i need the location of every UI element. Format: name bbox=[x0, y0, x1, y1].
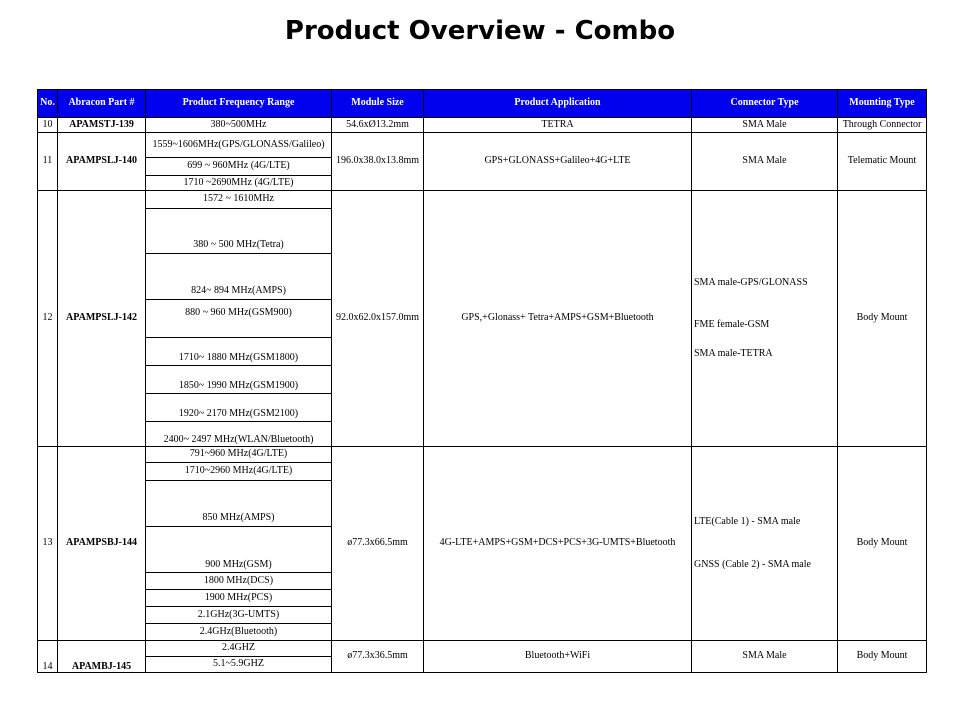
header-part: Abracon Part # bbox=[58, 90, 146, 118]
cell-mounting: Body Mount bbox=[838, 447, 927, 641]
cell-frequency: 2.4GHZ bbox=[146, 641, 332, 657]
cell-frequency: 5.1~5.9GHZ bbox=[146, 657, 332, 673]
connector-line: GNSS (Cable 2) - SMA male bbox=[694, 558, 811, 570]
cell-connector: SMA Male bbox=[692, 133, 838, 191]
cell-frequency: 1710 ~2690MHz (4G/LTE) bbox=[146, 176, 332, 191]
cell-frequency: 1800 MHz(DCS) bbox=[146, 573, 332, 590]
header-mounting: Mounting Type bbox=[838, 90, 927, 118]
connector-line: FME female-GSM bbox=[694, 319, 770, 331]
table-row bbox=[38, 641, 927, 657]
cell-frequency: 1710~ 1880 MHz(GSM1800) bbox=[146, 338, 332, 366]
cell-no: 11 bbox=[38, 133, 58, 191]
table-row bbox=[38, 118, 927, 133]
cell-frequency: 2.4GHz(Bluetooth) bbox=[146, 624, 332, 641]
cell-no: 13 bbox=[38, 447, 58, 641]
cell-module-size: ø77.3x36.5mm bbox=[332, 641, 424, 673]
cell-frequency: 1900 MHz(PCS) bbox=[146, 590, 332, 607]
table-header-row bbox=[38, 90, 927, 118]
cell-frequency: 850 MHz(AMPS) bbox=[146, 481, 332, 527]
cell-part: APAMBJ-145 bbox=[58, 641, 146, 673]
cell-part: APAMPSBJ-144 bbox=[58, 447, 146, 641]
cell-module-size: ø77.3x66.5mm bbox=[332, 447, 424, 641]
cell-connector: SMA Male bbox=[692, 118, 838, 133]
cell-application: GPS+GLONASS+Galileo+4G+LTE bbox=[424, 133, 692, 191]
cell-no: 10 bbox=[38, 118, 58, 133]
header-application: Product Application bbox=[424, 90, 692, 118]
cell-frequency: 2.1GHz(3G-UMTS) bbox=[146, 607, 332, 624]
cell-frequency: 791~960 MHz(4G/LTE) bbox=[146, 447, 332, 463]
cell-application: TETRA bbox=[424, 118, 692, 133]
cell-module-size: 54.6xØ13.2mm bbox=[332, 118, 424, 133]
table-row bbox=[38, 191, 927, 209]
cell-frequency: 1559~1606MHz(GPS/GLONASS/Galileo) bbox=[146, 133, 332, 158]
cell-application: GPS,+Glonass+ Tetra+AMPS+GSM+Bluetooth bbox=[424, 191, 692, 447]
cell-frequency: 824~ 894 MHz(AMPS) bbox=[146, 254, 332, 300]
cell-part: APAMPSLJ-142 bbox=[58, 191, 146, 447]
header-connector: Connector Type bbox=[692, 90, 838, 118]
cell-frequency: 1572 ~ 1610MHz bbox=[146, 191, 332, 209]
cell-connector: SMA Male bbox=[692, 641, 838, 673]
cell-frequency: 880 ~ 960 MHz(GSM900) bbox=[146, 300, 332, 338]
cell-frequency: 1920~ 2170 MHz(GSM2100) bbox=[146, 394, 332, 422]
cell-frequency: 699 ~ 960MHz (4G/LTE) bbox=[146, 158, 332, 176]
cell-frequency: 1710~2960 MHz(4G/LTE) bbox=[146, 463, 332, 481]
page-title: Product Overview - Combo bbox=[284, 16, 676, 46]
cell-frequency: 900 MHz(GSM) bbox=[146, 527, 332, 573]
cell-module-size: 92.0x62.0x157.0mm bbox=[332, 191, 424, 447]
cell-no: 14 bbox=[38, 641, 58, 673]
cell-mounting: Telematic Mount bbox=[838, 133, 927, 191]
cell-module-size: 196.0x38.0x13.8mm bbox=[332, 133, 424, 191]
cell-part: APAMPSLJ-140 bbox=[58, 133, 146, 191]
cell-application: 4G-LTE+AMPS+GSM+DCS+PCS+3G-UMTS+Bluetooth bbox=[424, 447, 692, 641]
connector-line: LTE(Cable 1) - SMA male bbox=[694, 516, 801, 527]
cell-frequency: 380~500MHz bbox=[146, 118, 332, 133]
cell-application: Bluetooth+WiFi bbox=[424, 641, 692, 673]
header-no: No. bbox=[38, 90, 58, 118]
cell-connector bbox=[692, 191, 838, 447]
cell-mounting: Body Mount bbox=[838, 641, 927, 673]
cell-no: 12 bbox=[38, 191, 58, 447]
table-row bbox=[38, 133, 927, 158]
product-table bbox=[37, 89, 927, 673]
cell-part: APAMSTJ-139 bbox=[58, 118, 146, 133]
connector-line: SMA male-GPS/GLONASS bbox=[694, 276, 808, 288]
cell-frequency: 2400~ 2497 MHz(WLAN/Bluetooth) bbox=[146, 422, 332, 447]
cell-frequency: 380 ~ 500 MHz(Tetra) bbox=[146, 209, 332, 254]
cell-mounting: Through Connector bbox=[838, 118, 927, 133]
cell-frequency: 1850~ 1990 MHz(GSM1900) bbox=[146, 366, 332, 394]
connector-line: SMA male-TETRA bbox=[694, 347, 773, 359]
header-module-size: Module Size bbox=[332, 90, 424, 118]
header-frequency: Product Frequency Range bbox=[146, 90, 332, 118]
cell-mounting: Body Mount bbox=[838, 191, 927, 447]
table-row bbox=[38, 447, 927, 463]
cell-connector bbox=[692, 447, 838, 641]
